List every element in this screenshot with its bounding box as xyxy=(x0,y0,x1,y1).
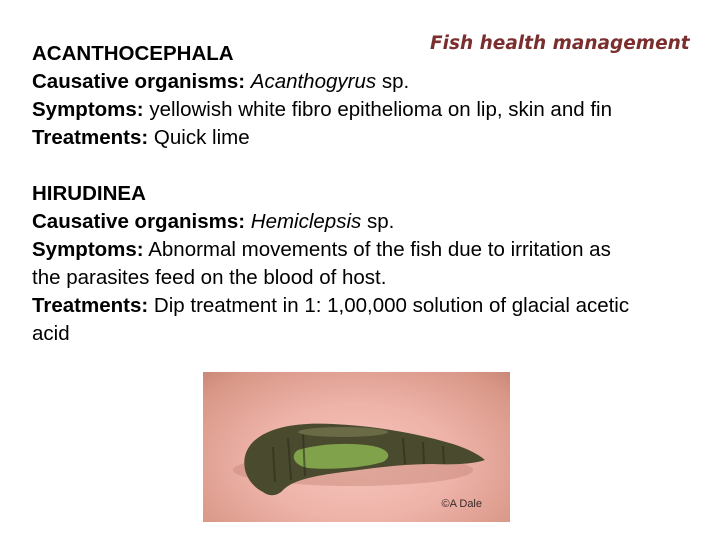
symptoms-text: Abnormal movements of the fish due to irritation as the parasites feed on the blood of host. xyxy=(32,238,611,289)
slide-header: Fish health management xyxy=(430,33,690,54)
photo-credit: ©A Dale xyxy=(441,498,482,510)
leech-photo xyxy=(203,372,510,522)
symptoms-line-2 xyxy=(32,236,617,292)
symptoms-line-1 xyxy=(32,96,692,124)
section-spacer xyxy=(32,152,692,180)
treatments-line-1 xyxy=(32,124,692,152)
organisms-species: Acanthogyrus xyxy=(250,70,377,93)
slide-content xyxy=(32,40,692,348)
treatments-label: Treatments: xyxy=(32,126,149,149)
section-title-acanthocephala: ACANTHOCEPHALA xyxy=(32,42,234,65)
treatments-text: Quick lime xyxy=(153,126,250,149)
symptoms-label: Symptoms: xyxy=(32,238,144,261)
organisms-species: Hemiclepsis xyxy=(250,210,362,233)
section-title-hirudinea: HIRUDINEA xyxy=(32,182,146,205)
organisms-suffix: sp. xyxy=(381,70,410,93)
organisms-suffix: sp. xyxy=(366,210,395,233)
treatments-text: Dip treatment in 1: 1,00,000 solution of glacial acetic acid xyxy=(32,294,630,345)
treatments-line-2 xyxy=(32,292,672,348)
treatments-label: Treatments: xyxy=(32,294,149,317)
organisms-line-2 xyxy=(32,208,692,236)
organisms-label: Causative organisms: xyxy=(32,210,246,233)
organisms-label: Causative organisms: xyxy=(32,70,246,93)
symptoms-label: Symptoms: xyxy=(32,98,144,121)
organisms-line-1 xyxy=(32,68,692,96)
symptoms-text: yellowish white fibro epithelioma on lip, skin and fin xyxy=(149,98,612,121)
leech-highlight xyxy=(298,427,388,437)
